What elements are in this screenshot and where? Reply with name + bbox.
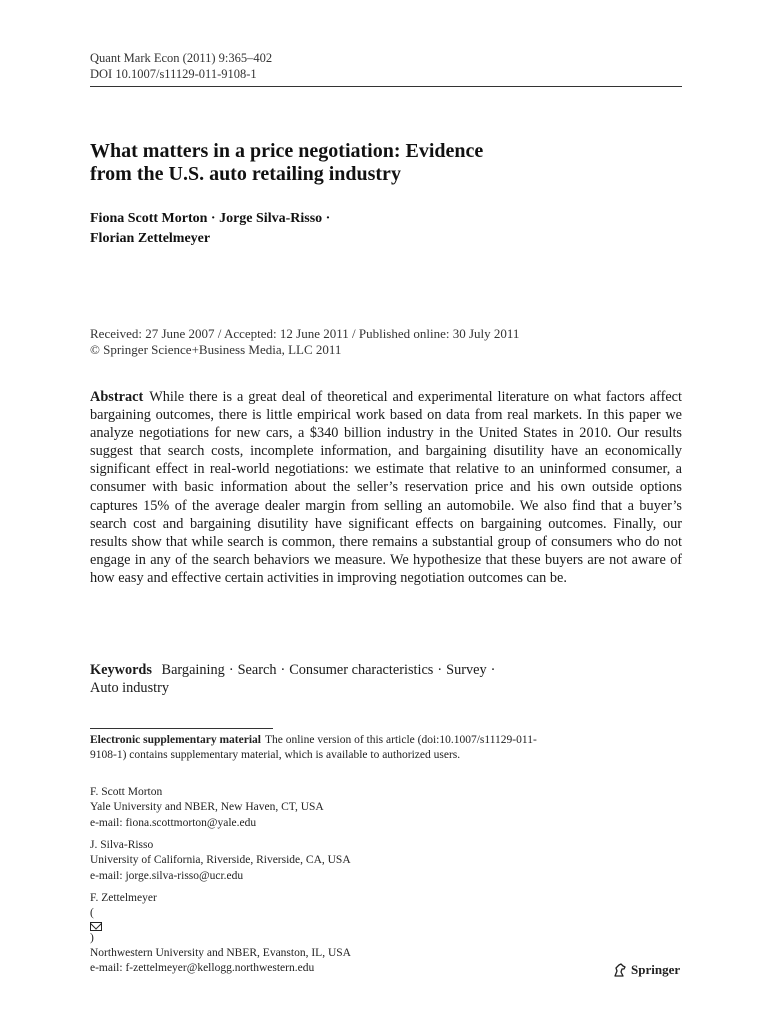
publisher-logo (612, 962, 680, 978)
keyword: Bargaining (161, 662, 225, 678)
authors-line-1: Fiona Scott Morton · Jorge Silva-Risso · (90, 211, 331, 226)
doi: DOI 10.1007/s11129-011-9108-1 (90, 67, 257, 81)
author-list (90, 209, 330, 249)
journal-citation: Quant Mark Econ (2011) 9:365–402 (90, 51, 273, 65)
keyword: Search (237, 662, 277, 678)
affiliation-name: F. Scott Morton (90, 786, 163, 798)
paper-first-page (90, 0, 682, 1024)
affiliation-org: Yale University and NBER, New Haven, CT, USA (90, 801, 324, 814)
affiliation (90, 785, 324, 831)
supplementary-footnote (90, 733, 540, 763)
copyright-line: © Springer Science+Business Media, LLC 2011 (90, 342, 342, 357)
affiliation-name: J. Silva-Risso (90, 839, 154, 851)
dates-line: Received: 27 June 2007 / Accepted: 12 June 2011 / Published online: 30 July 2011 (90, 326, 520, 341)
title-line-2: from the U.S. auto retailing industry (90, 163, 401, 185)
affiliation (90, 891, 351, 976)
authors-line-2: Florian Zettelmeyer (90, 231, 211, 246)
title-line-1: What matters in a price negotiation: Evidence (90, 140, 484, 162)
keyword: Consumer characteristics (289, 662, 434, 678)
publication-dates (90, 326, 519, 358)
abstract-label: Abstract (90, 389, 144, 405)
affiliation-email[interactable]: e-mail: jorge.silva-risso@ucr.edu (90, 869, 244, 882)
affiliation-name-row: F. Zettelmeyer ( ) (90, 891, 351, 946)
affiliation-org: Northwestern University and NBER, Evanston, IL, USA (90, 946, 351, 959)
abstract (90, 388, 682, 587)
journal-header (90, 50, 272, 82)
abstract-text: While there is a great deal of theoretical and experimental literature on what factors affect bargaining outcomes, there is little empirical work based on data from real markets. In this paper we analyze negotiations for new cars, a $340 billion industry in the United States in 2010. Our results suggest that search costs, incomplete information, and bargaining disutility have an economically significant effect in real-world negotiations: we estimate that relative to an uninformed consumer, a consumer with basic information about the seller’s reservation price and his own outside options captures 15% of the average dealer margin from selling an automobile. We also find that a buyer’s search cost and bargaining disutility have significant effects on bargaining outcomes. Finally, our results show that while search is common, there remains a substantial group of consumers who do not engage in any of the search behaviors we measure. We hypothesize that these buyers are not aware of how easy and effective certain activities in improving negotiation outcomes can be. (90, 389, 682, 586)
header-rule (90, 86, 682, 87)
publisher-name: Springer (631, 962, 681, 977)
keyword: Survey (446, 662, 487, 678)
affiliation-email[interactable]: e-mail: fiona.scottmorton@yale.edu (90, 816, 257, 829)
affiliation-name: F. Zettelmeyer (90, 892, 157, 904)
affiliation-org: University of California, Riverside, Riverside, CA, USA (90, 854, 351, 867)
paper-title (90, 140, 650, 186)
keywords-label: Keywords (90, 662, 152, 678)
footnote-text: The online version of this article (doi:10.1007/s11129-011-9108-1) contains supplementary material, which is available to authorized users. (90, 734, 537, 761)
affiliation (90, 838, 351, 884)
footnote-label: Electronic supplementary material (90, 734, 261, 746)
springer-horse-icon (612, 962, 628, 978)
keywords: Keywords Bargaining · Search · Consumer characteristics · Survey · Auto industry (90, 662, 496, 697)
affiliation-email[interactable]: e-mail: f-zettelmeyer@kellogg.northwestern.edu (90, 962, 315, 975)
footnote-rule (90, 728, 273, 729)
keyword: Auto industry (90, 680, 170, 697)
envelope-icon (90, 922, 102, 931)
